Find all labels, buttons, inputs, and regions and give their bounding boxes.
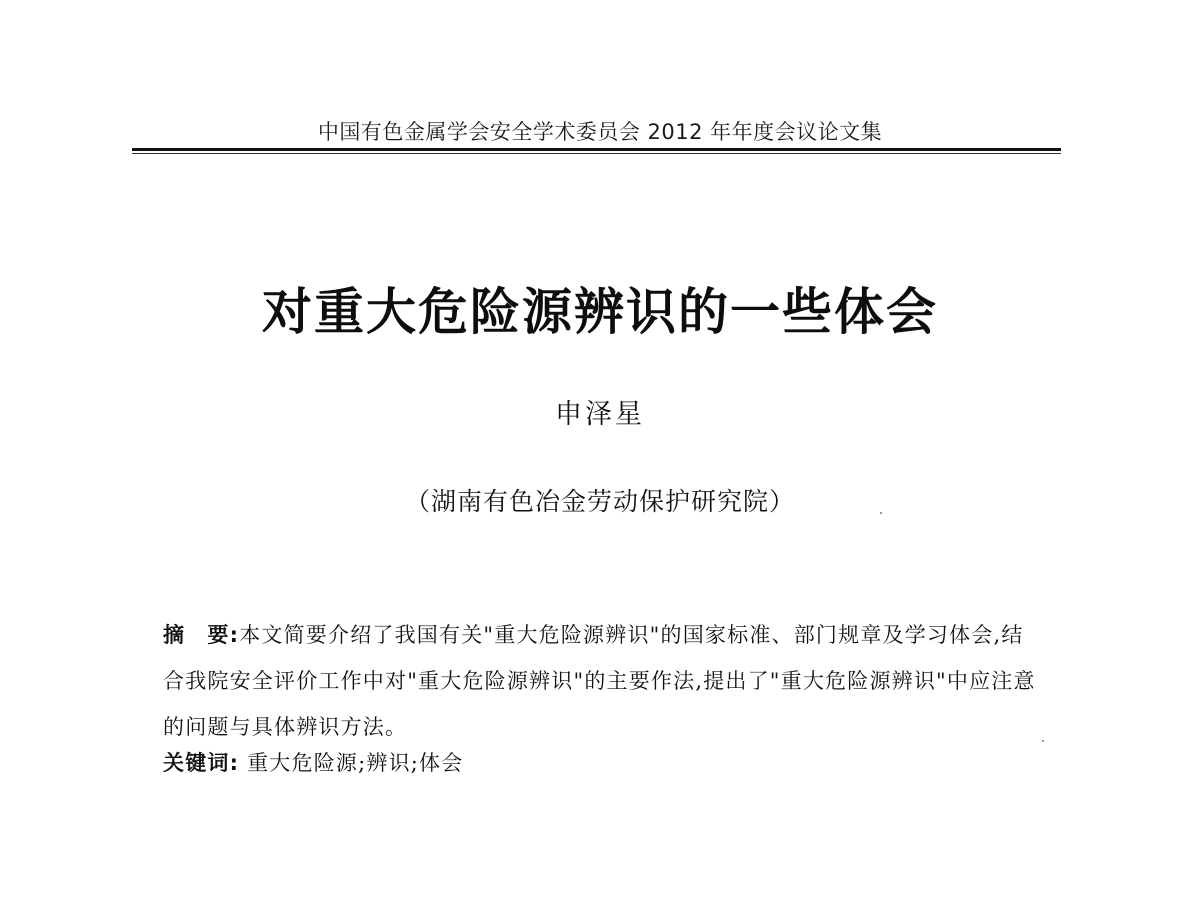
abstract-label: 摘 要:: [163, 623, 240, 647]
header-rule: [132, 148, 1061, 155]
scan-speck: [880, 512, 882, 514]
running-header: 中国有色金属学会安全学术委员会 2012 年年度会议论文集: [317, 120, 883, 144]
abstract-block: [163, 612, 1043, 750]
header-rule-thin: [132, 153, 1061, 154]
abstract-text: 本文简要介绍了我国有关"重大危险源辨识"的国家标准、部门规章及学习体会,结合我院安全评价工作中对"重大危险源辨识"的主要作法,提出了"重大危险源辨识"中应注意的问题与具体辨识方法。: [163, 623, 1036, 739]
keywords-block: [163, 748, 1043, 778]
paper-title: 对重大危险源辨识的一些体会: [262, 283, 938, 341]
header-rule-thick: [132, 148, 1061, 151]
author-affiliation: （湖南有色冶金劳动保护研究院）: [404, 487, 795, 516]
keywords-text: 重大危险源;辨识;体会: [247, 751, 464, 775]
keywords-label: 关键词:: [163, 751, 240, 775]
author-name: 申泽星: [555, 399, 645, 430]
scan-speck: [1042, 740, 1044, 742]
